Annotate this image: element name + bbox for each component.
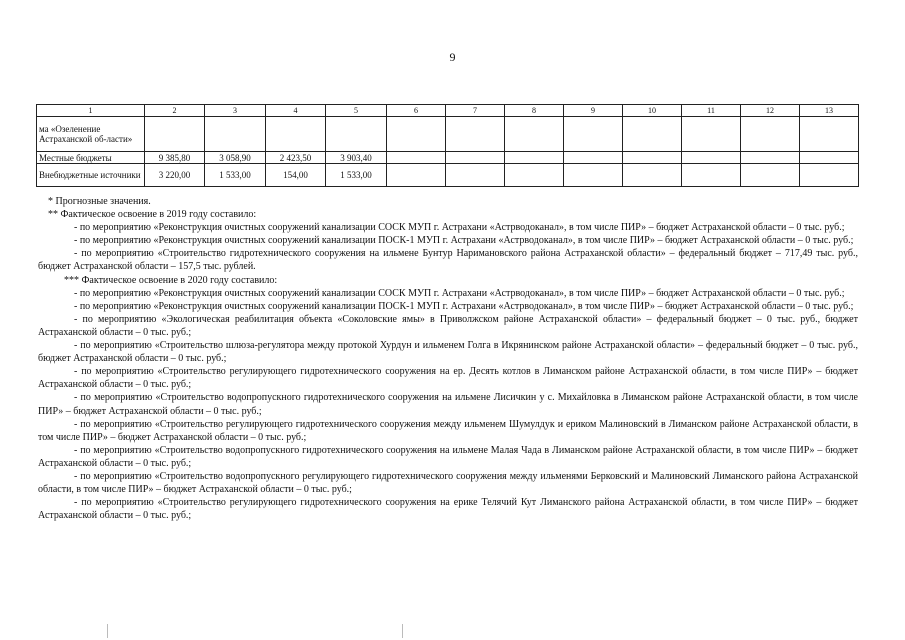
- table-header-cell: 7: [446, 105, 505, 117]
- table-cell: 1 533,00: [326, 164, 387, 187]
- list-item: - по мероприятию «Строительство водопропускного гидротехнического сооружения на ильмене Малая Чада в Лиманском районе Астраханской области, в том числе ПИР» – бюджет Астраханской области – 0 тыс. руб.;: [38, 444, 858, 469]
- table-cell: [505, 164, 564, 187]
- list-item: - по мероприятию «Строительство регулирующего гидротехнического сооружения на ерике Телячий Кут Лиманского района Астраханской области, в том числе ПИР» – бюджет Астраханской области – 0 тыс. руб.;: [38, 497, 858, 522]
- table-row: [37, 117, 859, 152]
- table-cell: [741, 164, 800, 187]
- table-cell: [205, 117, 266, 152]
- table-cell: [387, 117, 446, 152]
- table-cell: [623, 152, 682, 164]
- list-item: - по мероприятию «Реконструкция очистных сооружений канализации ПОСК-1 МУП г. Астрахани «Астрводоканал», в том числе ПИР» – бюджет Астраханской области – 0 тыс. руб.;: [74, 235, 854, 247]
- table-header-cell: 13: [800, 105, 859, 117]
- table-cell: [564, 152, 623, 164]
- list-item: - по мероприятию «Экологическая реабилитация объекта «Соколовские ямы» в Приволжском районе Астраханской области» – федеральный бюджет – 0 тыс. руб., бюджет Астраханской области – 0 тыс. руб.;: [38, 313, 858, 338]
- list-item: - по мероприятию «Строительство водопропускного регулирующего гидротехнического сооружения между ильменями Берковский и Малиновский Лиманского района Астраханской области, в том числе ПИР» – бюджет Астраханской области – 0 тыс. руб.;: [38, 470, 858, 496]
- row-label: Внебюджетные источники: [37, 164, 145, 187]
- table-cell: [800, 164, 859, 187]
- list-item: - по мероприятию «Строительство регулирующего гидротехнического сооружения на ер. Десять котлов в Лиманском районе Астраханской области, в том числе ПИР» – бюджет Астраханской области – 0 тыс. руб.;: [38, 366, 858, 391]
- list-item: - по мероприятию «Строительство водопропускного гидротехнического сооружения на ильмене Лисичкин у с. Михайловка в Лиманском районе Астраханской области, в том числе ПИР» – бюджет Астраханской области – 0 тыс. руб.;: [38, 392, 858, 417]
- budget-table: [36, 104, 859, 187]
- table-cell: [387, 152, 446, 164]
- table-cell: [387, 164, 446, 187]
- table-row: [37, 152, 859, 164]
- page-number: 9: [449, 50, 456, 64]
- table-cell: [682, 164, 741, 187]
- table-row: [37, 164, 859, 187]
- table-header-cell: 6: [387, 105, 446, 117]
- table-header-cell: 12: [741, 105, 800, 117]
- scan-mark: [107, 624, 108, 638]
- table-cell: 1 533,00: [205, 164, 266, 187]
- row-label: ма «Озеленение Астраханской об-ласти»: [37, 117, 145, 152]
- table-cell: 9 385,80: [145, 152, 205, 164]
- footnote-2019: ** Фактическое освоение в 2019 году составило:: [48, 209, 257, 221]
- footnote-2020: *** Фактическое освоение в 2020 году составило:: [64, 274, 278, 286]
- table-header-cell: 11: [682, 105, 741, 117]
- table-cell: [505, 117, 564, 152]
- table-cell: [266, 117, 326, 152]
- table-header-row: [37, 105, 859, 117]
- table-cell: 3 058,90: [205, 152, 266, 164]
- list-item: - по мероприятию «Строительство шлюза-регулятора между протокой Хурдун и ильменем Голга в Икрянинском районе Астраханской области» – федеральный бюджет – 0 тыс. руб., бюджет Астраханской области – 0 тыс. руб.;: [38, 340, 858, 365]
- table-cell: [800, 152, 859, 164]
- table-cell: [145, 117, 205, 152]
- list-2019: [38, 221, 858, 273]
- table-cell: [682, 117, 741, 152]
- list-2020: [38, 287, 858, 523]
- table-cell: [682, 152, 741, 164]
- table-cell: [326, 117, 387, 152]
- scan-mark: [402, 624, 403, 638]
- table-header-cell: 3: [205, 105, 266, 117]
- list-item: - по мероприятию «Строительство регулирующего гидротехнического сооружения между ильменем Шумулдук и ериком Малиновский в Лиманском районе Астраханской области, в том числе ПИР» – бюджет Астраханской области – 0 тыс. руб.;: [38, 418, 858, 443]
- table-cell: [623, 164, 682, 187]
- table-cell: 154,00: [266, 164, 326, 187]
- table-header-cell: 9: [564, 105, 623, 117]
- table-header-cell: 8: [505, 105, 564, 117]
- list-item: - по мероприятию «Реконструкция очистных сооружений канализации СОСК МУП г. Астрахани «Астрводоканал», в том числе ПИР» – бюджет Астраханской области – 0 тыс. руб.;: [74, 287, 845, 299]
- list-item: - по мероприятию «Строительство гидротехнического сооружения на ильмене Бунтур Наримановского района Астраханской области» – федеральный бюджет – 717,49 тыс. руб., бюджет Астраханской области – 157,5 тыс. рублей.: [38, 248, 858, 273]
- table-cell: [564, 117, 623, 152]
- table-cell: [741, 152, 800, 164]
- table-cell: [505, 152, 564, 164]
- table-cell: 2 423,50: [266, 152, 326, 164]
- table-header-cell: 4: [266, 105, 326, 117]
- table-cell: [446, 152, 505, 164]
- list-item: - по мероприятию «Реконструкция очистных сооружений канализации СОСК МУП г. Астрахани «Астрводоканал», в том числе ПИР» – бюджет Астраханской области – 0 тыс. руб.;: [74, 222, 845, 234]
- table-cell: 3 903,40: [326, 152, 387, 164]
- table-header-cell: 2: [145, 105, 205, 117]
- footnote-forecast: * Прогнозные значения.: [48, 196, 151, 207]
- list-item: - по мероприятию «Реконструкция очистных сооружений канализации ПОСК-1 МУП г. Астрахани «Астрводоканал», в том числе ПИР» – бюджет Астраханской области – 0 тыс. руб.;: [74, 300, 854, 312]
- table-header-cell: 1: [37, 105, 145, 117]
- table-cell: [564, 164, 623, 187]
- table-cell: [446, 164, 505, 187]
- table-header-cell: 5: [326, 105, 387, 117]
- table-cell: [741, 117, 800, 152]
- footnotes: [38, 195, 858, 522]
- table-cell: 3 220,00: [145, 164, 205, 187]
- row-label: Местные бюджеты: [37, 152, 145, 164]
- table-cell: [800, 117, 859, 152]
- table-cell: [446, 117, 505, 152]
- table-cell: [623, 117, 682, 152]
- table-header-cell: 10: [623, 105, 682, 117]
